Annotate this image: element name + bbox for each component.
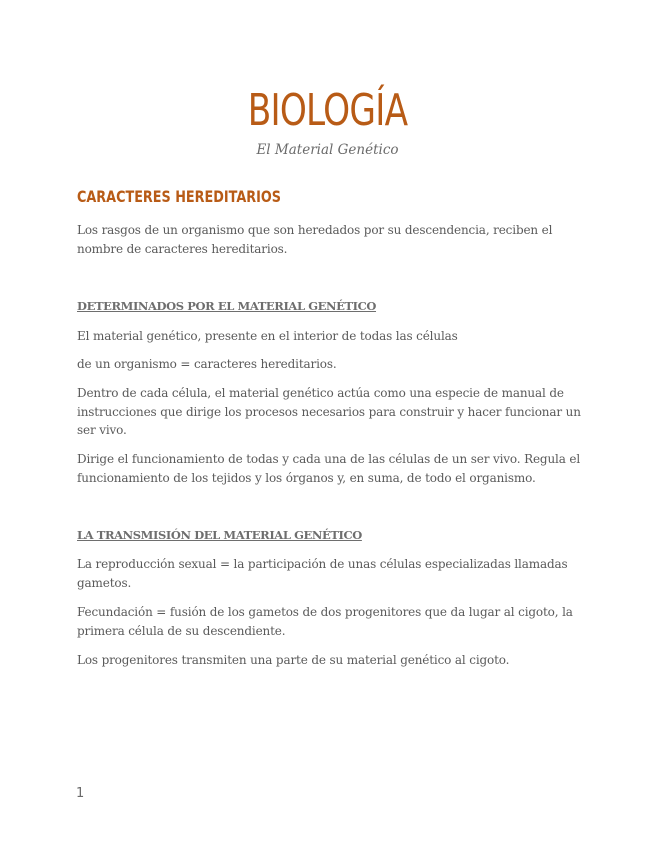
paragraph: de un organismo = caracteres hereditarios.: [77, 357, 337, 371]
paragraph: Fecundación = fusión de los gametos de dos progenitores que da lugar al cigoto, la primera célula de su descendiente.: [77, 605, 573, 638]
paragraph: Dirige el funcionamiento de todas y cada una de las células de un ser vivo. Regula el funcionamiento de los tejidos y los órganos y, en suma, de todo el organismo.: [77, 452, 581, 485]
paragraph: Los progenitores transmiten una parte de su material genético al cigoto.: [77, 653, 510, 667]
paragraph: El material genético, presente en el interior de todas las células: [77, 329, 458, 343]
document-title: BIOLOGÍA: [247, 85, 408, 136]
paragraph: Dentro de cada célula, el material genético actúa como una especie de manual de instrucciones que dirige los procesos necesarios para construir y hacer funcionar un ser vivo.: [77, 386, 581, 437]
paragraph: La reproducción sexual = la participación de unas células especializadas llamadas gametos.: [77, 557, 568, 590]
page-number: 1: [76, 786, 85, 801]
subsection-heading-1: DETERMINADOS POR EL MATERIAL GENÉTICO: [77, 299, 377, 313]
subsection-heading-2: LA TRANSMISIÓN DEL MATERIAL GENÉTICO: [77, 528, 362, 542]
document-subtitle: El Material Genético: [256, 142, 399, 158]
section-heading: CARACTERES HEREDITARIOS: [77, 187, 282, 206]
intro-paragraph: Los rasgos de un organismo que son heredados por su descendencia, reciben el nombre de caracteres hereditarios.: [77, 223, 553, 256]
